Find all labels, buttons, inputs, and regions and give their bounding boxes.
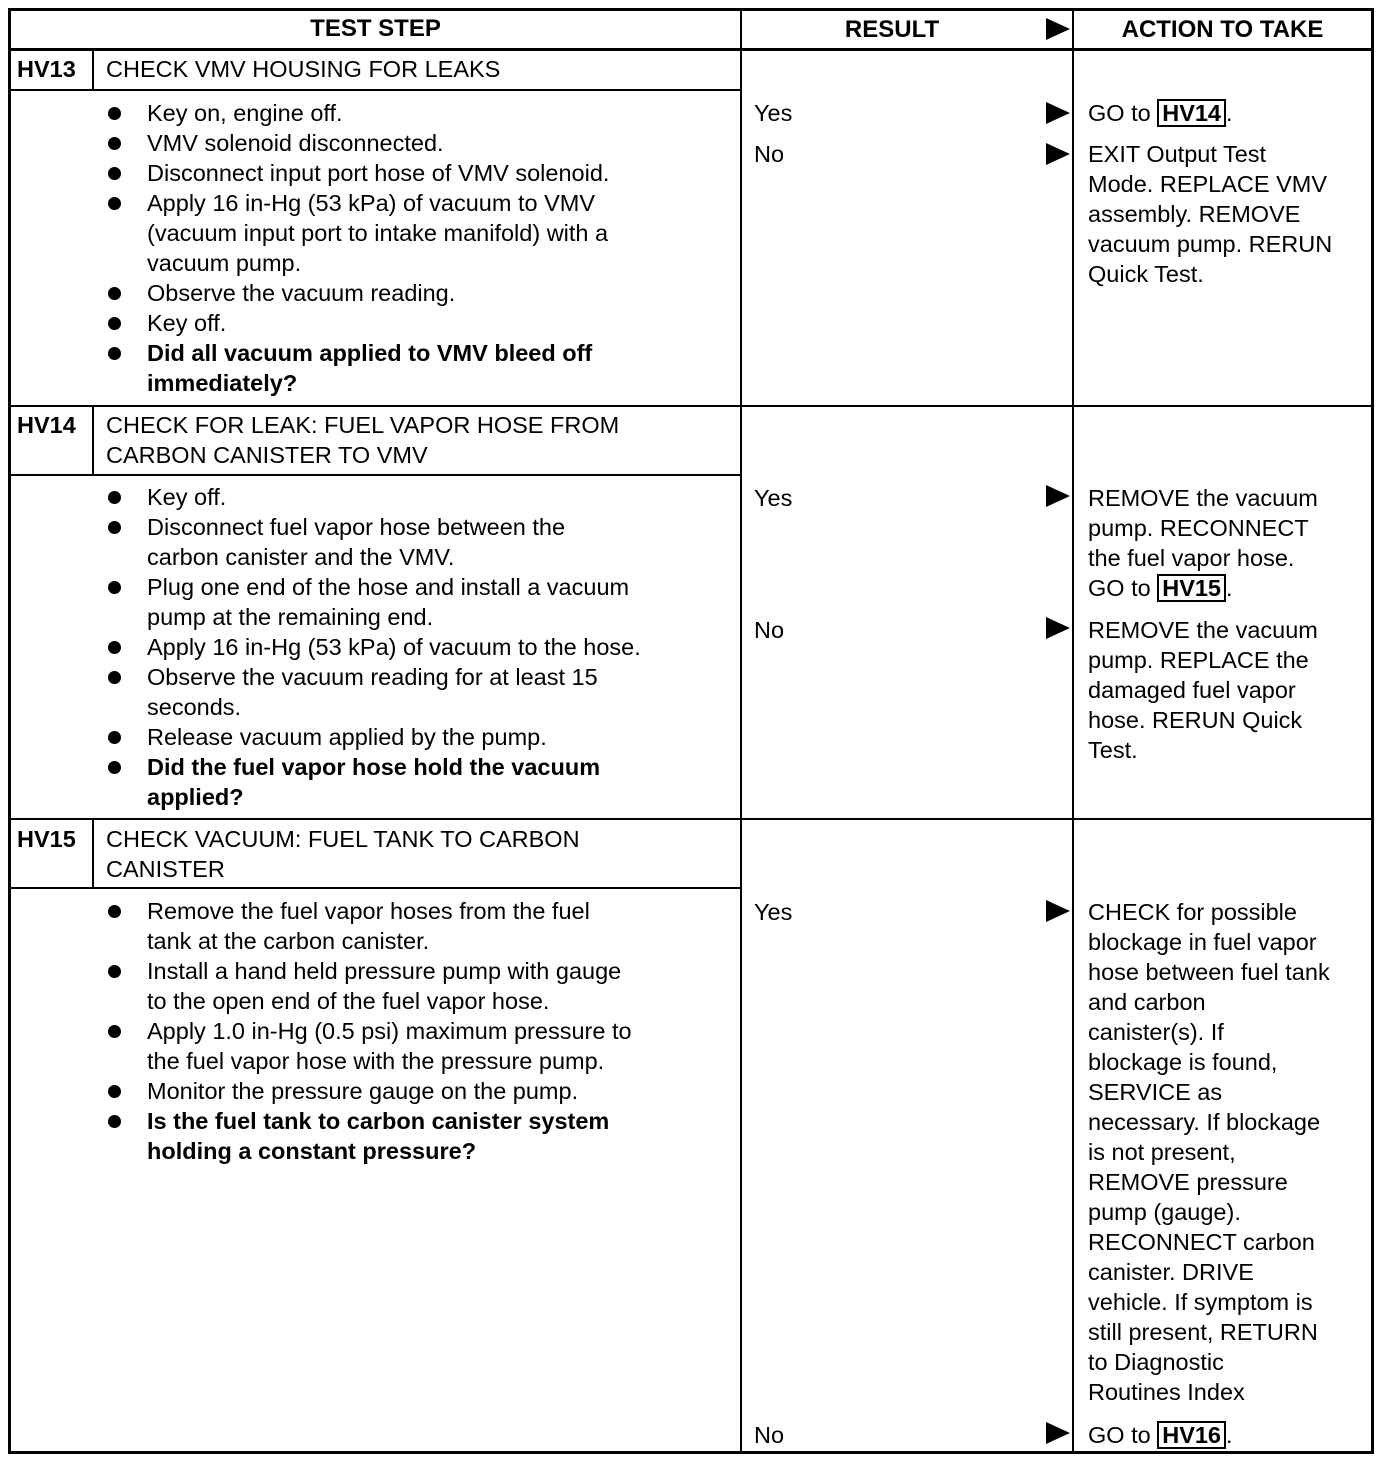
action-text: Test. bbox=[1088, 737, 1138, 763]
bullet-text-line: Observe the vacuum reading for at least 15 bbox=[147, 664, 598, 690]
bullet-text-line: to the open end of the fuel vapor hose. bbox=[147, 988, 550, 1014]
result-arrow-icon bbox=[1046, 485, 1070, 507]
bullet-text-line: pump at the remaining end. bbox=[147, 604, 434, 630]
action-text: pump. REPLACE the bbox=[1088, 647, 1309, 673]
bullet-dot-icon bbox=[108, 581, 121, 594]
step-title-line: CHECK FOR LEAK: FUEL VAPOR HOSE FROM bbox=[106, 412, 620, 438]
action-text-line bbox=[1088, 1317, 1318, 1347]
action-text: blockage in fuel vapor bbox=[1088, 929, 1317, 955]
table-border-right bbox=[1371, 8, 1374, 1454]
bullet-text-line: Apply 16 in-Hg (53 kPa) of vacuum to the hose. bbox=[147, 634, 641, 660]
action-text-line bbox=[1088, 1197, 1241, 1227]
bullet-text-line: Remove the fuel vapor hoses from the fuel bbox=[147, 898, 590, 924]
action-text: canister(s). If bbox=[1088, 1019, 1224, 1045]
bullet-text-line: Key off. bbox=[147, 484, 227, 510]
action-text: hose. RERUN Quick bbox=[1088, 707, 1303, 733]
column-divider-result bbox=[740, 8, 742, 1454]
action-text: canister. DRIVE bbox=[1088, 1259, 1254, 1285]
table-border-left bbox=[8, 8, 11, 1454]
bullet-text-line: Disconnect fuel vapor hose between the bbox=[147, 514, 566, 540]
section-rule-hv15 bbox=[8, 818, 1374, 820]
action-text-line bbox=[1088, 139, 1266, 169]
action-text-line bbox=[1088, 169, 1327, 199]
step-title-line: CARBON CANISTER TO VMV bbox=[106, 442, 428, 468]
bullet-text-line: Is the fuel tank to carbon canister system bbox=[147, 1108, 610, 1134]
header-action: ACTION TO TAKE bbox=[1121, 16, 1324, 43]
bullet-text-line: tank at the carbon canister. bbox=[147, 928, 430, 954]
bullet-text-line: Release vacuum applied by the pump. bbox=[147, 724, 547, 750]
result-value: No bbox=[754, 617, 785, 643]
result-arrow-icon bbox=[1046, 617, 1070, 639]
action-text: is not present, bbox=[1088, 1139, 1236, 1165]
bullet-dot-icon bbox=[108, 347, 121, 360]
bullet-text-line: Observe the vacuum reading. bbox=[147, 280, 456, 306]
bullet-dot-icon bbox=[108, 137, 121, 150]
action-text: to Diagnostic bbox=[1088, 1349, 1224, 1375]
table-border-top bbox=[8, 8, 1374, 11]
reference-suffix: . bbox=[1226, 100, 1233, 126]
header-rule bbox=[8, 48, 1374, 51]
bullet-text-line: carbon canister and the VMV. bbox=[147, 544, 455, 570]
action-text-line bbox=[1088, 1347, 1224, 1377]
action-text: blockage is found, bbox=[1088, 1049, 1278, 1075]
table-border-bottom bbox=[8, 1451, 1374, 1454]
bullet-dot-icon bbox=[108, 761, 121, 774]
bullet-text-line: the fuel vapor hose with the pressure pump. bbox=[147, 1048, 605, 1074]
action-text-line bbox=[1088, 229, 1332, 259]
bullet-text-line: (vacuum input port to intake manifold) with a bbox=[147, 220, 609, 246]
action-text: pump (gauge). bbox=[1088, 1199, 1241, 1225]
bullet-text-line: Apply 1.0 in-Hg (0.5 psi) maximum pressure to bbox=[147, 1018, 632, 1044]
action-text-line bbox=[1088, 927, 1317, 957]
action-text: REMOVE the vacuum bbox=[1088, 617, 1318, 643]
bullet-dot-icon bbox=[108, 1025, 121, 1038]
result-value: No bbox=[754, 1422, 785, 1448]
bullet-text-line: VMV solenoid disconnected. bbox=[147, 130, 444, 156]
action-text: REMOVE the vacuum bbox=[1088, 485, 1318, 511]
result-value: No bbox=[754, 141, 785, 167]
action-text-line bbox=[1088, 1017, 1224, 1047]
action-text-line bbox=[1088, 543, 1294, 573]
action-text-line bbox=[1088, 1377, 1245, 1407]
bullet-text-line: Plug one end of the hose and install a vacuum bbox=[147, 574, 630, 600]
result-arrow-icon bbox=[1046, 102, 1070, 124]
result-value: Yes bbox=[754, 485, 793, 511]
action-text-line bbox=[1088, 1287, 1313, 1317]
result-arrow-icon bbox=[1046, 900, 1070, 922]
step-reference-link[interactable]: HV15 bbox=[1157, 574, 1226, 602]
action-text: GO to bbox=[1088, 1422, 1151, 1448]
step-id: HV15 bbox=[17, 826, 76, 852]
bullet-dot-icon bbox=[108, 1115, 121, 1128]
header-arrow-icon bbox=[1046, 18, 1070, 40]
action-text: RECONNECT carbon bbox=[1088, 1229, 1315, 1255]
action-text-line bbox=[1088, 1107, 1320, 1137]
action-text-line bbox=[1088, 735, 1138, 765]
diagnostic-table bbox=[8, 8, 1374, 1454]
header-test-step: TEST STEP bbox=[310, 15, 441, 42]
bullet-text-line: Install a hand held pressure pump with gauge bbox=[147, 958, 622, 984]
step-reference-link[interactable]: HV16 bbox=[1157, 1421, 1226, 1449]
bullet-dot-icon bbox=[108, 965, 121, 978]
action-text-line bbox=[1088, 1047, 1277, 1077]
action-text: GO to bbox=[1088, 575, 1151, 601]
action-text: CHECK for possible bbox=[1088, 899, 1297, 925]
action-text: and carbon bbox=[1088, 989, 1206, 1015]
bullet-text-line: seconds. bbox=[147, 694, 242, 720]
step-title-line: CHECK VACUUM: FUEL TANK TO CARBON bbox=[106, 826, 580, 852]
section-rule-hv14 bbox=[8, 405, 1374, 407]
action-text-line bbox=[1088, 483, 1318, 513]
result-arrow-icon bbox=[1046, 1422, 1070, 1444]
action-text: still present, RETURN bbox=[1088, 1319, 1318, 1345]
action-text: REMOVE pressure bbox=[1088, 1169, 1288, 1195]
action-text: the fuel vapor hose. bbox=[1088, 545, 1295, 571]
step-id: HV13 bbox=[17, 56, 76, 82]
action-text-line bbox=[1088, 705, 1302, 735]
action-text: Routines Index bbox=[1088, 1379, 1245, 1405]
action-text-line bbox=[1088, 645, 1309, 675]
title-rule-hv13 bbox=[8, 89, 740, 91]
action-text-line bbox=[1088, 199, 1300, 229]
bullet-text-line: holding a constant pressure? bbox=[147, 1138, 477, 1164]
action-text-line bbox=[1088, 1167, 1288, 1197]
action-text: Quick Test. bbox=[1088, 261, 1204, 287]
title-rule-hv15 bbox=[8, 887, 740, 889]
bullet-dot-icon bbox=[108, 731, 121, 744]
bullet-text-line: Apply 16 in-Hg (53 kPa) of vacuum to VMV bbox=[147, 190, 596, 216]
bullet-text-line: Disconnect input port hose of VMV solenoid. bbox=[147, 160, 610, 186]
action-text-line bbox=[1088, 573, 1233, 603]
action-text: vehicle. If symptom is bbox=[1088, 1289, 1313, 1315]
bullet-text-line: immediately? bbox=[147, 370, 298, 396]
bullet-text-line: Key on, engine off. bbox=[147, 100, 343, 126]
bullet-dot-icon bbox=[108, 167, 121, 180]
action-text: assembly. REMOVE bbox=[1088, 201, 1301, 227]
bullet-dot-icon bbox=[108, 1085, 121, 1098]
action-text: vacuum pump. RERUN bbox=[1088, 231, 1333, 257]
bullet-text-line: Did all vacuum applied to VMV bleed off bbox=[147, 340, 593, 366]
action-text-line bbox=[1088, 987, 1206, 1017]
bullet-dot-icon bbox=[108, 491, 121, 504]
action-text-line bbox=[1088, 675, 1296, 705]
action-text-line bbox=[1088, 259, 1204, 289]
action-text: EXIT Output Test bbox=[1088, 141, 1267, 167]
action-text-line bbox=[1088, 1257, 1254, 1287]
action-text-line bbox=[1088, 98, 1233, 128]
bullet-text-line: Did the fuel vapor hose hold the vacuum bbox=[147, 754, 601, 780]
action-text: necessary. If blockage bbox=[1088, 1109, 1321, 1135]
action-text-line bbox=[1088, 897, 1297, 927]
action-text: Mode. REPLACE VMV bbox=[1088, 171, 1328, 197]
action-text-line bbox=[1088, 615, 1318, 645]
step-title-line: CANISTER bbox=[106, 856, 225, 882]
result-arrow-icon bbox=[1046, 143, 1070, 165]
bullet-dot-icon bbox=[108, 671, 121, 684]
header-result: RESULT bbox=[844, 16, 940, 43]
action-text-line bbox=[1088, 1137, 1236, 1167]
action-text: SERVICE as bbox=[1088, 1079, 1223, 1105]
action-text: hose between fuel tank bbox=[1088, 959, 1330, 985]
action-text-line bbox=[1088, 1077, 1222, 1107]
title-rule-hv14 bbox=[8, 474, 740, 476]
bullet-dot-icon bbox=[108, 287, 121, 300]
bullet-dot-icon bbox=[108, 197, 121, 210]
bullet-text-line: Key off. bbox=[147, 310, 227, 336]
bullet-dot-icon bbox=[108, 317, 121, 330]
action-text-line bbox=[1088, 1227, 1315, 1257]
result-value: Yes bbox=[754, 100, 793, 126]
action-text-line bbox=[1088, 957, 1330, 987]
bullet-text-line: applied? bbox=[147, 784, 244, 810]
action-text-line bbox=[1088, 513, 1309, 543]
id-divider-hv13 bbox=[92, 51, 94, 89]
reference-suffix: . bbox=[1226, 1422, 1233, 1448]
bullet-dot-icon bbox=[108, 905, 121, 918]
column-divider-action bbox=[1072, 8, 1074, 1454]
action-text-line bbox=[1088, 1420, 1233, 1450]
bullet-text-line: Monitor the pressure gauge on the pump. bbox=[147, 1078, 579, 1104]
action-text: GO to bbox=[1088, 100, 1151, 126]
bullet-dot-icon bbox=[108, 521, 121, 534]
step-reference-link[interactable]: HV14 bbox=[1157, 99, 1226, 127]
bullet-dot-icon bbox=[108, 641, 121, 654]
bullet-dot-icon bbox=[108, 107, 121, 120]
result-value: Yes bbox=[754, 899, 793, 925]
step-id: HV14 bbox=[17, 412, 76, 438]
reference-suffix: . bbox=[1226, 575, 1233, 601]
id-divider-hv14 bbox=[92, 407, 94, 474]
id-divider-hv15 bbox=[92, 820, 94, 887]
action-text: damaged fuel vapor bbox=[1088, 677, 1296, 703]
step-title-line: CHECK VMV HOUSING FOR LEAKS bbox=[106, 56, 501, 82]
action-text: pump. RECONNECT bbox=[1088, 515, 1309, 541]
bullet-text-line: vacuum pump. bbox=[147, 250, 302, 276]
